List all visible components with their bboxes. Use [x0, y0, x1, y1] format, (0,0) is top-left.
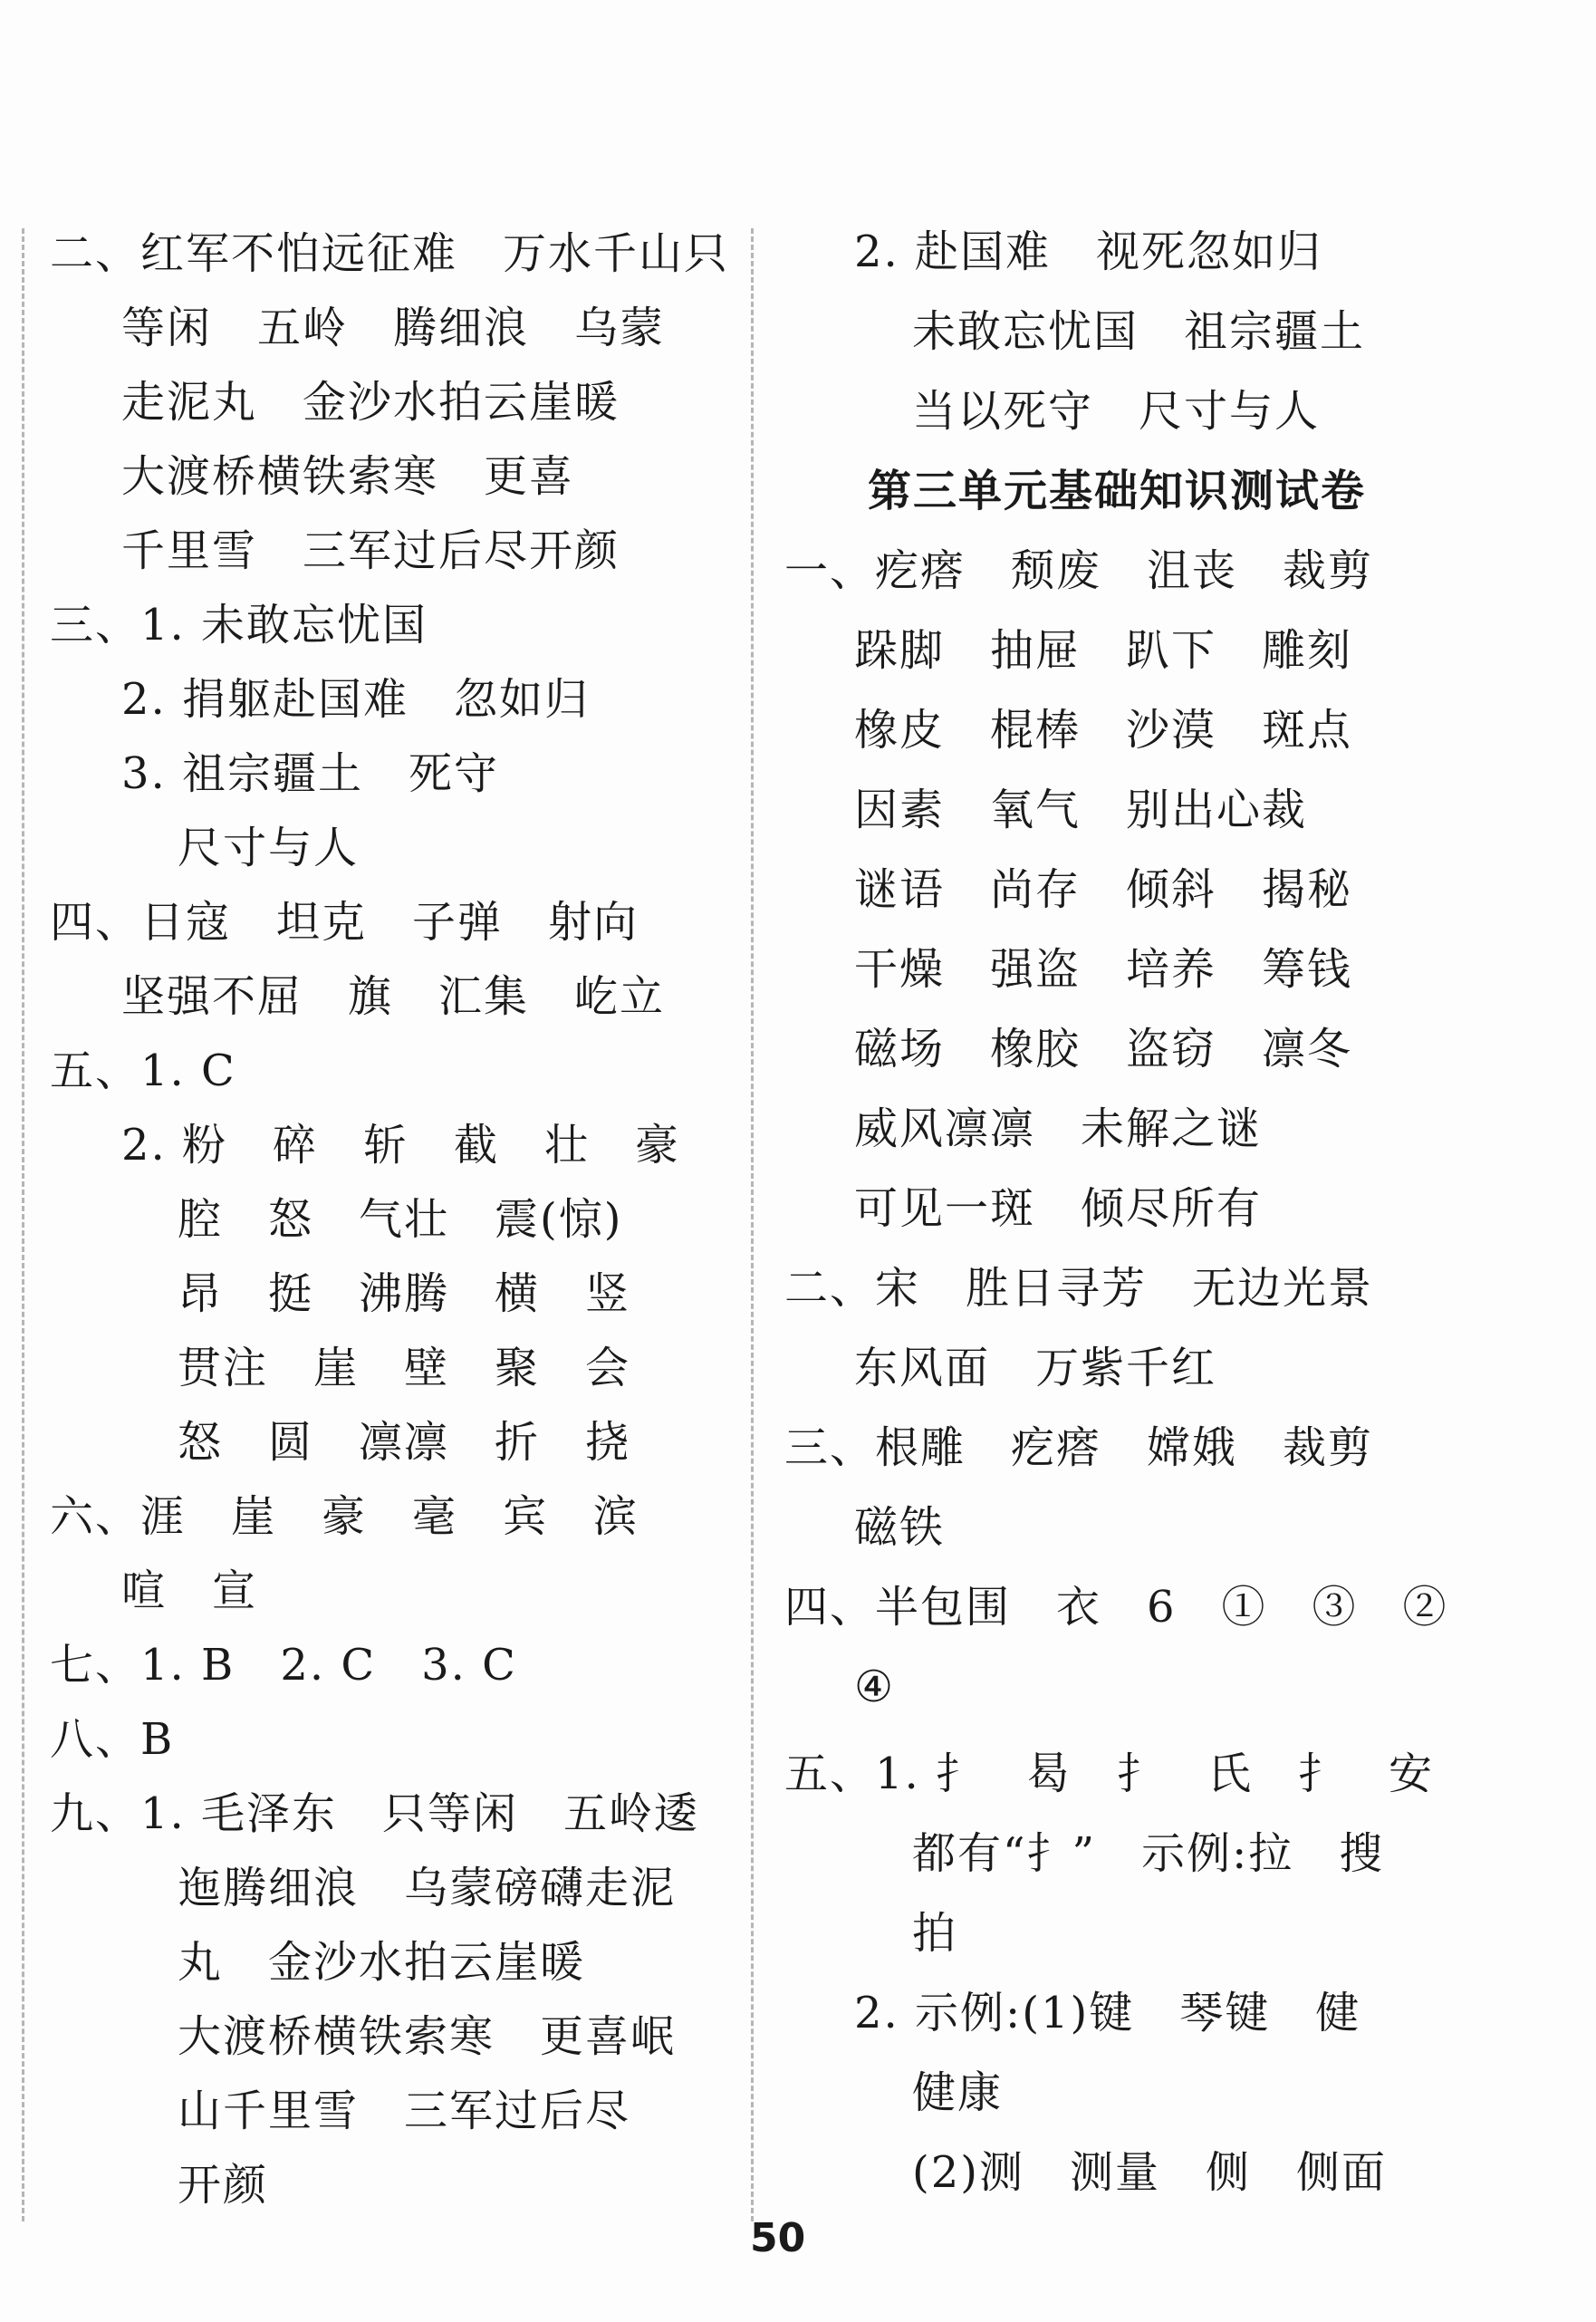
answer-line: 二、宋 胜日寻芳 无边光景 — [784, 1263, 1374, 1314]
left-margin-divider — [22, 228, 24, 2221]
answer-line: 因素 氧气 别出心裁 — [854, 785, 1308, 835]
answer-line: (2)测 测量 侧 侧面 — [912, 2147, 1387, 2198]
answer-line: 都有“扌” 示例:拉 搜 — [912, 1828, 1385, 1879]
answer-line: 四、半包围 衣 6 ① ③ ② — [784, 1582, 1448, 1633]
answer-line: ④ — [854, 1662, 896, 1712]
answer-line: 走泥丸 金沙水拍云崖暖 — [121, 377, 620, 428]
answer-line: 千里雪 三军过后尽开颜 — [121, 525, 620, 576]
answer-line: 磁铁 — [854, 1502, 946, 1553]
answer-line: 八、B — [50, 1714, 175, 1765]
answer-line: 三、1. 未敢忘忧国 — [50, 600, 428, 650]
answer-line: 可见一斑 倾尽所有 — [854, 1183, 1263, 1234]
answer-line: 九、1. 毛泽东 只等闲 五岭逶 — [50, 1788, 700, 1839]
answer-line: 大渡桥横铁索寒 更喜 — [121, 451, 575, 502]
answer-line: 2. 粉 碎 斩 截 壮 豪 — [121, 1120, 681, 1171]
answer-line: 2. 赴国难 视死忽如归 — [854, 226, 1323, 277]
answer-line: 喧 宣 — [121, 1566, 258, 1616]
answer-line: 尺寸与人 — [178, 823, 360, 873]
answer-line: 怒 圆 凛凛 折 挠 — [178, 1417, 631, 1468]
answer-line: 当以死守 尺寸与人 — [912, 386, 1321, 437]
answer-line: 坚强不屈 旗 汇集 屹立 — [121, 971, 666, 1022]
answer-line: 腔 怒 气壮 震(惊) — [178, 1194, 623, 1245]
column-divider — [751, 228, 754, 2221]
answer-line: 健康 — [912, 2067, 1004, 2118]
answer-line: 山千里雪 三军过后尽 — [178, 2086, 631, 2136]
answer-line: 七、1. B 2. C 3. C — [50, 1640, 517, 1691]
answer-line: 2. 示例:(1)键 琴键 健 — [854, 1988, 1361, 2038]
page-number: 50 — [750, 2215, 806, 2261]
answer-line: 昂 挺 沸腾 横 竖 — [178, 1268, 631, 1319]
section-title: 第三单元基础知识测试卷 — [868, 466, 1367, 516]
answer-line: 3. 祖宗疆土 死守 — [121, 748, 500, 799]
answer-line: 四、日寇 坦克 子弹 射向 — [50, 897, 639, 948]
answer-line: 橡皮 棍棒 沙漠 斑点 — [854, 705, 1353, 756]
answer-line: 迤腾细浪 乌蒙磅礴走泥 — [178, 1863, 677, 1913]
answer-line: 五、1. C — [50, 1045, 236, 1096]
answer-line: 三、根雕 疙瘩 嫦娥 裁剪 — [784, 1422, 1374, 1473]
answer-line: 丸 金沙水拍云崖暖 — [178, 1937, 586, 1988]
answer-line: 一、疙瘩 颓废 沮丧 裁剪 — [784, 545, 1374, 596]
answer-line: 贯注 崖 壁 聚 会 — [178, 1343, 631, 1393]
answer-line: 五、1. 扌 曷 扌 氏 扌 安 — [784, 1749, 1435, 1799]
answer-line: 2. 捐躯赴国难 忽如归 — [121, 674, 591, 725]
answer-line: 六、涯 崖 豪 毫 宾 滨 — [50, 1491, 639, 1542]
answer-line: 东风面 万紫千红 — [854, 1343, 1217, 1393]
answer-line: 拍 — [912, 1908, 958, 1959]
answer-line: 大渡桥横铁索寒 更喜岷 — [178, 2011, 677, 2062]
answer-line: 等闲 五岭 腾细浪 乌蒙 — [121, 303, 666, 353]
answer-line: 开颜 — [178, 2160, 269, 2211]
answer-line: 干燥 强盗 培养 筹钱 — [854, 944, 1353, 995]
answer-line: 磁场 橡胶 盗窃 凛冬 — [854, 1024, 1353, 1074]
answer-line: 未敢忘忧国 祖宗疆土 — [912, 306, 1366, 357]
answer-line: 谜语 尚存 倾斜 揭秘 — [854, 864, 1353, 915]
answer-line: 跺脚 抽屉 趴下 雕刻 — [854, 625, 1353, 676]
answer-line: 威风凛凛 未解之谜 — [854, 1103, 1263, 1154]
answer-line: 二、红军不怕远征难 万水千山只 — [50, 228, 730, 279]
